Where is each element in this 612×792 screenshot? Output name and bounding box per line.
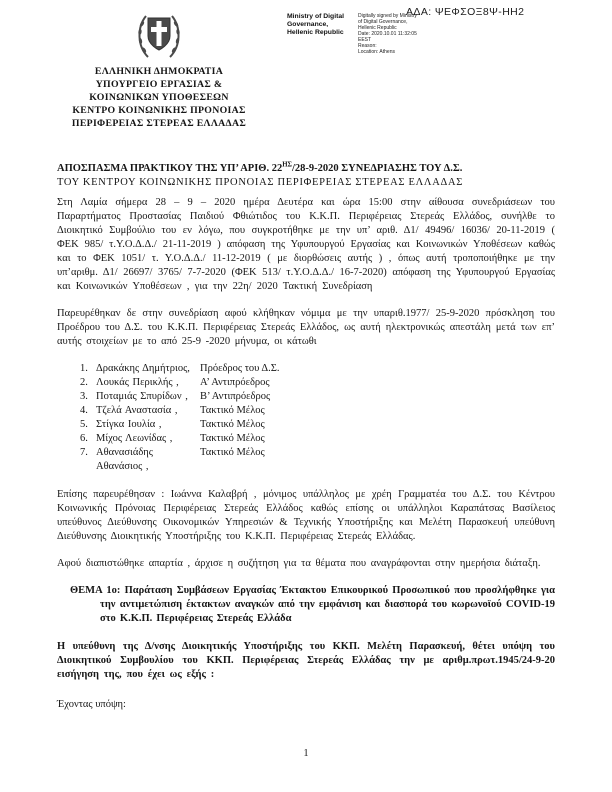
attendee-name: Μίχος Λεωνίδας , <box>96 433 173 444</box>
title-text: ΑΠΟΣΠΑΣΜΑ ΠΡΑΚΤΙΚΟΥ ΤΗΣ ΥΠ’ ΑΡΙΘ. 22 <box>57 163 283 174</box>
theme-text: Παράταση Συμβάσεων Εργασίας Έκτακτου Επικουρικού Προσωπικού που προσλήφθηκε για την αντιμετώπιση έκτακτων αναγκών από την εμφάνιση και διασπορά του κωρωνοϊού COVID-19 στο Κ.Κ.Π. Περιφέρειας Στερεάς Ελλάδα <box>100 585 555 624</box>
attendee-number: 6. <box>80 433 88 444</box>
signature-detail-line: Reason: <box>358 43 377 49</box>
title-superscript: ΗΣ <box>282 161 292 169</box>
staff-paragraph: Επίσης παρευρέθησαν : Ιωάννα Καλαβρή , μόνιμος υπάλληλος με χρέη Γραμματέα του Δ.Σ. του Κέντρου Κοινωνικής Πρόνοιας Περιφέρειας Στερεάς Ελλάδος καθώς επίσης οι υπάλληλοι Καραπάτσας Βασίλειος υπεύθυνος Διεύθυνσης Οικονομικών Υπηρεσιών & Τεχνικής Υποστήριξης και Μελέτη Παρασκευή υπεύθυνη Διεύθυνσης Διοικητικής Υποστήριξης του Κ.Κ.Π. Περιφέρειας Στερεάς Ελλάδας. <box>57 489 555 542</box>
digital-signature-stamp <box>287 13 490 55</box>
ada-code: ΑΔΑ: ΨΕΦΣΟΞ8Ψ-ΗΗ2 <box>406 6 525 18</box>
attendee-number: 5. <box>80 419 88 430</box>
attendee-list <box>57 362 555 474</box>
theme-heading <box>57 584 555 626</box>
attendee-row <box>80 404 555 418</box>
attendee-name: Στίγκα Ιουλία , <box>96 419 162 430</box>
recommendation-paragraph: Η υπεύθυνη της Δ/νσης Διοικητικής Υποστήριξης του ΚΚΠ. Μελέτη Παρασκευή, θέτει υπόψη του Διοικητικού Συμβουλίου του ΚΚΠ. Περιφέρειας Στερεάς Ελλάδας την με αριθμ.πρωτ.1945/24-9-20 εισήγηση της, που έχει ως εξής : <box>57 641 555 680</box>
hellenic-republic-emblem-icon <box>135 10 183 62</box>
signature-detail-line: Location: Athens <box>358 49 395 55</box>
attendee-number: 1. <box>80 363 88 374</box>
signature-detail-line: of Digital Governance, <box>358 19 408 25</box>
attendee-row <box>80 418 555 432</box>
attendee-row <box>80 390 555 404</box>
attendee-name: Αθανασιάδης Αθανάσιος , <box>96 447 153 472</box>
signature-detail-line: Date: 2020.10.01 11:32:05 <box>358 31 417 37</box>
document-title <box>57 162 555 176</box>
attendance-paragraph: Παρευρέθηκαν δε στην συνεδρίαση αφού κλήθηκαν νόμιμα με την υπαριθ.1977/ 25-9-2020 πρόσκληση του Προέδρου του Δ.Σ. του Κ.Κ.Π. Περιφέρειας Στερεάς Ελλάδος, ως αυτή ηλεκτρονικώς απεστάλη μετά των επ’ αυτής στοιχείων με το από 25-9 -2020 μήνυμα, οι κάτωθι <box>57 308 555 347</box>
attendee-name: Ποταμιάς Σπυρίδων , <box>96 391 188 402</box>
attendee-name: Δρακάκης Δημήτριος, <box>96 363 190 374</box>
title-text: /28-9-2020 ΣΥΝΕΔΡΙΑΣΗΣ ΤΟΥ Δ.Σ. <box>292 163 463 174</box>
signature-details <box>358 13 490 55</box>
attendee-role: Τακτικό Μέλος <box>200 433 265 444</box>
letterhead <box>38 10 280 130</box>
theme-label: ΘΕΜΑ 1ο: <box>70 585 121 596</box>
page-number: 1 <box>303 748 309 759</box>
signature-authority-line: Hellenic Republic <box>287 29 344 37</box>
signature-authority-line: Governance, <box>287 21 329 29</box>
letterhead-line: ΕΛΛΗΝΙΚΗ ΔΗΜΟΚΡΑΤΙΑ <box>94 66 224 77</box>
document-subtitle: ΤΟΥ ΚΕΝΤΡΟΥ ΚΟΙΝΩΝΙΚΗΣ ΠΡΟΝΟΙΑΣ ΠΕΡΙΦΕΡΕΙΑΣ ΣΤΕΡΕΑΣ ΕΛΛΑΔΑΣ <box>57 177 464 188</box>
attendee-role: Τακτικό Μέλος <box>200 447 265 458</box>
attendee-row <box>80 446 555 474</box>
attendee-role: Τακτικό Μέλος <box>200 419 265 430</box>
attendee-row <box>80 432 555 446</box>
signature-detail-line: Hellenic Republic <box>358 25 397 31</box>
attendee-number: 4. <box>80 405 88 416</box>
attendee-role: Τακτικό Μέλος <box>200 405 265 416</box>
closing-line: Έχοντας υπόψη: <box>57 699 126 710</box>
attendee-number: 3. <box>80 391 88 402</box>
document-body <box>57 162 555 712</box>
attendee-role: Α’ Αντιπρόεδρος <box>200 377 270 388</box>
signature-detail-line: Digitally signed by Ministry <box>358 13 417 19</box>
attendee-name: Λουκάς Περικλής , <box>96 377 179 388</box>
letterhead-line: ΥΠΟΥΡΓΕΙΟ ΕΡΓΑΣΙΑΣ & <box>95 79 223 90</box>
signature-authority-line: Ministry of Digital <box>287 13 345 20</box>
attendee-role: Πρόεδρος του Δ.Σ. <box>200 363 280 374</box>
attendee-number: 2. <box>80 377 88 388</box>
quorum-paragraph: Αφού διαπιστώθηκε απαρτία , άρχισε η συζήτηση για τα θέματα που αναγράφονται στην ημερήσια διάταξη. <box>57 558 541 569</box>
signature-authority <box>287 13 351 38</box>
opening-paragraph: Στη Λαμία σήμερα 28 – 9 – 2020 ημέρα Δευτέρα και ώρα 15:00 στην αίθουσα συνεδριάσεων του Παραρτήματος Προστασίας Παιδιού Φθιώτιδος του Κ.Κ.Π. Περιφέρειας Στερεάς Ελλάδος, συνήλθε το Διοικητικό Συμβούλιο του εν λόγω, που συγκροτήθηκε με την υπ’ αριθ. Δ1/ 49496/ 16036/ 20-11-2019 ( ΦΕΚ 985/ τ.Υ.Ο.Δ.Δ./ 21-11-2019 ) απόφαση της Υφυπουργού Εργασίας και Κοινωνικών Υποθέσεων καθώς και το ΦΕΚ 1051/ τ. Υ.Ο.Δ.Δ./ 11-12-2019 ( με διορθώσεις αυτής ) , όπως αυτή τροποποιήθηκε με την υπ’αριθμ. Δ1/ 26697/ 3765/ 7-7-2020 (ΦΕΚ 513/ τ.Υ.Ο.Δ.Δ./ 16-7-2020) απόφαση της Υφυπουργού Εργασίας και Κοινωνικών Υποθέσεων , για την 22η/ 2020 Τακτική Συνεδρίαση <box>57 197 555 292</box>
attendee-row <box>80 362 555 376</box>
signature-detail-line: EEST <box>358 37 372 43</box>
letterhead-line: ΚΟΙΝΩΝΙΚΩΝ ΥΠΟΘΕΣΕΩΝ <box>89 92 229 103</box>
attendee-name: Τζελά Αναστασία , <box>96 405 178 416</box>
attendee-number: 7. <box>80 447 88 458</box>
letterhead-line: ΚΕΝΤΡΟ ΚΟΙΝΩΝΙΚΗΣ ΠΡΟΝΟΙΑΣ <box>72 105 246 116</box>
attendee-row <box>80 376 555 390</box>
attendee-role: Β’ Αντιπρόεδρος <box>200 391 271 402</box>
letterhead-line: ΠΕΡΙΦΕΡΕΙΑΣ ΣΤΕΡΕΑΣ ΕΛΛΑΔΑΣ <box>71 118 247 129</box>
